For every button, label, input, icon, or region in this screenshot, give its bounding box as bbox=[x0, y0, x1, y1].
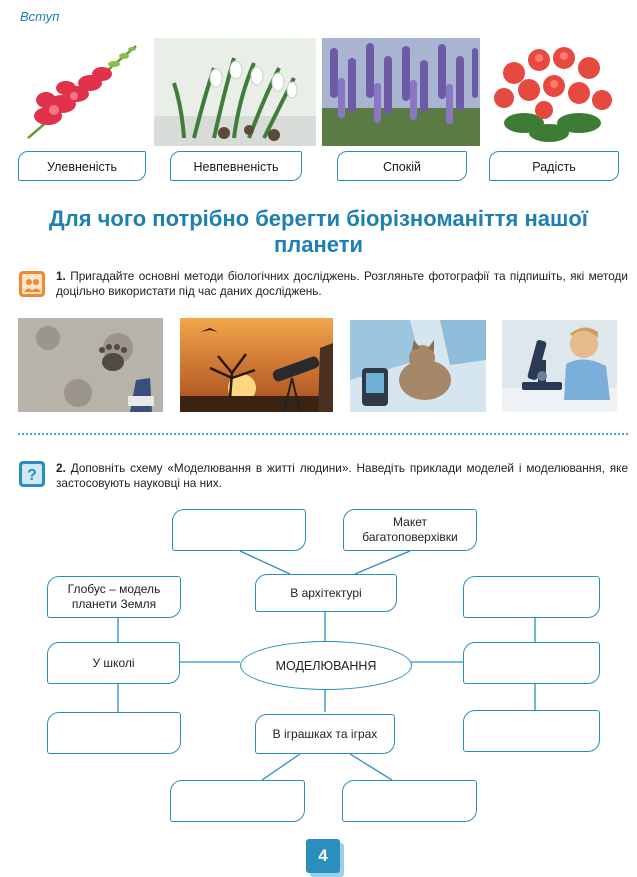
empty-box-top-left[interactable] bbox=[172, 509, 306, 551]
label-box-2: Невпевненість bbox=[170, 151, 302, 181]
empty-box-bottom-right[interactable] bbox=[342, 780, 477, 822]
empty-box-right-3[interactable] bbox=[463, 710, 600, 752]
architecture-box: В архітектурі bbox=[255, 574, 397, 612]
empty-box-bottom-left[interactable] bbox=[170, 780, 305, 822]
empty-box-right-1[interactable] bbox=[463, 576, 600, 618]
toys-box: В іграшках та іграх bbox=[255, 714, 395, 754]
label-box-4: Радість bbox=[489, 151, 619, 181]
architecture-example-box: Макет багатоповерхівки bbox=[343, 509, 477, 551]
school-example-box: Глобус – модель планети Земля bbox=[47, 576, 181, 618]
page-number: 4 bbox=[306, 839, 340, 873]
empty-box-right-2[interactable] bbox=[463, 642, 600, 684]
task1-body: Пригадайте основні методи біологічних досліджень. Розгляньте фотографії та підпишіть, які методи доцільно використати під час даних досліджень. bbox=[56, 269, 628, 298]
task2-body: Доповніть схему «Моделювання в житті людини». Наведіть приклади моделей і моделювання, яке застосовують науковці на них. bbox=[56, 461, 629, 490]
task1-number: 1. bbox=[56, 269, 66, 283]
intro-label: Вступ bbox=[20, 9, 60, 24]
task2-number: 2. bbox=[56, 461, 66, 475]
svg-text:?: ? bbox=[27, 467, 37, 484]
school-box: У школі bbox=[47, 642, 180, 684]
empty-box-left-3[interactable] bbox=[47, 712, 181, 754]
label-box-3: Спокій bbox=[337, 151, 467, 181]
page-title: Для чого потрібно берегти біорізноманіття нашої планети bbox=[49, 206, 588, 257]
label-box-1: Улевненість bbox=[18, 151, 146, 181]
center-ellipse: МОДЕЛЮВАННЯ bbox=[240, 641, 412, 690]
